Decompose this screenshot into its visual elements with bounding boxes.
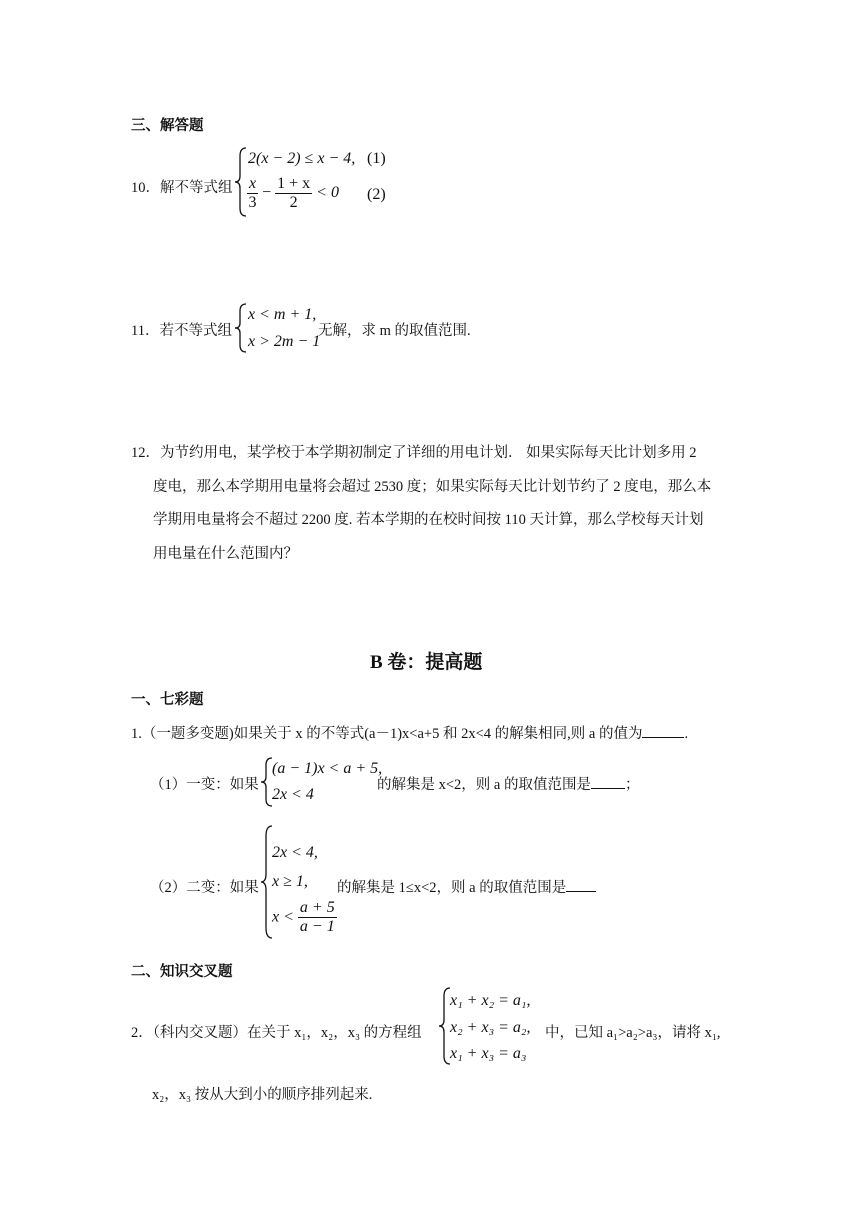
q2-eq3: x₁ + x₃ = a₃	[450, 1045, 527, 1062]
q12-line-3: 学期用电量将会不超过 2200 度. 若本学期的在校时间按 110 天计算，那么学校每天计划	[153, 512, 704, 528]
q2-line2: x₂，x₃ 按从大到小的顺序排列起来.	[152, 1087, 373, 1103]
variant1-line1: (a − 1)x < a + 5,	[272, 760, 383, 777]
q11-suffix: 无解，求 m 的取值范围.	[318, 323, 471, 339]
q10-line1: 2(x − 2) ≤ x − 4,	[248, 150, 356, 167]
variant2-line3: x < $\frac{a + 5}{a - 1}$	[272, 899, 335, 935]
q11-line1: x < m + 1,	[248, 306, 317, 323]
q10-prefix: 10．解不等式组	[131, 180, 233, 196]
q11-line2: x > 2m − 1	[248, 333, 321, 350]
q12-line-2: 度电，那么本学期用电量将会超过 2530 度；如果实际每天比计划节约了 2 度电，那么本	[153, 479, 712, 495]
q11-brace	[234, 302, 248, 354]
variant2-line1: 2x < 4,	[272, 844, 318, 861]
variant1-line2: 2x < 4	[272, 786, 314, 803]
answer-blank	[642, 723, 684, 738]
q12-line-4: 用电量在什么范围内？	[153, 546, 298, 562]
section-heading: 一、七彩题	[131, 692, 204, 708]
q10-line2-tag: (2)	[367, 186, 386, 203]
section-heading: 三、解答题	[131, 118, 204, 134]
section-heading: 二、知识交叉题	[131, 964, 233, 980]
answer-blank	[591, 774, 625, 789]
part-b-title: B 卷：提高题	[370, 652, 483, 673]
variant2-suffix: 的解集是 1≤x<2，则 a 的取值范围是	[337, 876, 596, 897]
q11-prefix: 11．若不等式组	[131, 323, 232, 339]
q10-line1-tag: (1)	[367, 150, 386, 167]
q2-suffix: 中，已知 a₁>a₂>a₃，请将 x₁,	[545, 1025, 721, 1041]
q2-prefix: 2．（科内交叉题）在关于 x₁，x₂，x₃ 的方程组	[131, 1025, 422, 1041]
variant1-prefix: （1）一变：如果	[150, 777, 259, 793]
variant2-prefix: （2）二变：如果	[150, 880, 259, 896]
variant1-suffix: 的解集是 x<2，则 a 的取值范围是 ；	[377, 773, 640, 794]
q10-brace	[234, 146, 248, 218]
q2-eq1: x₁ + x₂ = a₁,	[450, 992, 531, 1009]
q10-line2: $\frac{x}{3}$ − $\frac{1 + x}{2}$ < 0	[248, 175, 339, 211]
answer-blank	[566, 877, 596, 892]
q1-text: 1.（一题多变题)如果关于 x 的不等式(a－1)x<a+5 和 2x<4 的解集相同,则 a 的值为 .	[131, 722, 688, 743]
q2-eq2: x₂ + x₃ = a₂,	[450, 1019, 531, 1036]
variant2-line2: x ≥ 1,	[272, 873, 308, 890]
q12-line-1: 12．为节约用电，某学校于本学期初制定了详细的用电计划． 如果实际每天比计划多用 2	[131, 445, 697, 461]
